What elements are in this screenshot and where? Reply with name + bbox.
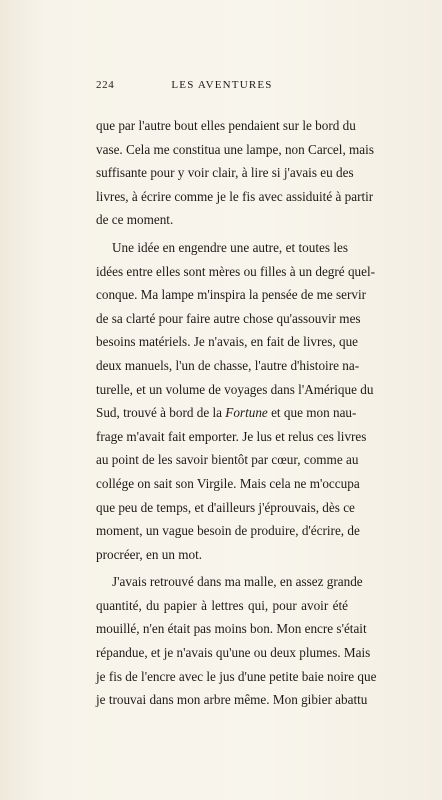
text-line: collége on sait son Virgile. Mais cela ne m'occupa — [96, 475, 360, 491]
text-line: mouillé, n'en était pas moins bon. Mon encre s'était — [96, 621, 367, 637]
text-line: de sa clarté pour faire autre chose qu'assouvir mes — [96, 310, 361, 326]
paragraph-3 — [96, 570, 377, 712]
text-line: Une idée en engendre une autre, et toutes les — [112, 239, 348, 255]
text-line: que peu de temps, et d'ailleurs j'éprouvais, dès ce — [96, 499, 355, 515]
ship-name-italic: Fortune — [225, 405, 268, 421]
text-line: turelle, et un volume de voyages dans l'Amérique du — [96, 381, 374, 397]
text-line: livres, à écrire comme je le fis avec assiduité à partir — [96, 188, 374, 204]
text-line: que par l'autre bout elles pendaient sur le bord du — [96, 118, 356, 133]
text-line: conque. Ma lampe m'inspira la pensée de me servir — [96, 287, 367, 303]
text-fragment: Sud, trouvé à bord de la — [96, 405, 226, 421]
running-title: LES AVENTURES — [171, 79, 273, 91]
text-line: de ce moment. — [96, 212, 174, 228]
text-line: besoins matériels. Je n'avais, en fait de livres, que — [96, 334, 359, 350]
running-header — [96, 79, 348, 95]
text-line: J'avais retrouvé dans ma malle, en assez grande — [112, 574, 363, 590]
text-line: je fis de l'encre avec le jus d'une petite baie noire que — [96, 668, 377, 684]
text-line: répandue, et je n'avais qu'une ou deux plumes. Mais — [96, 645, 371, 661]
paragraph-2 — [96, 236, 376, 566]
text-fragment: et que mon nau- — [267, 405, 357, 421]
text-line: vase. Cela me constitua une lampe, non Carcel, mais — [96, 141, 374, 157]
text-line: au point de les savoir bientôt par cœur, comme au — [96, 452, 359, 468]
text-line: moment, un vague besoin de produire, d'écrire, de — [96, 523, 360, 539]
text-line: suffisante pour y voir clair, à lire si j'avais eu des — [96, 165, 354, 181]
text-line: deux manuels, l'un de chasse, l'autre d'histoire na- — [96, 357, 360, 373]
page-number: 224 — [96, 79, 115, 91]
text-line: frage m'avait fait emporter. Je lus et relus ces livres — [96, 428, 367, 444]
text-line-with-italic — [96, 401, 357, 425]
paragraph-1 — [96, 114, 374, 232]
text-line: je trouvai dans mon arbre même. Mon gibier abattu — [96, 692, 368, 708]
body-text — [96, 114, 377, 712]
text-line: procréer, en un mot. — [96, 546, 203, 562]
text-line: idées entre elles sont mères ou filles à un degré quel- — [96, 263, 376, 279]
text-line: quantité, du papier à lettres qui, pour avoir été — [96, 597, 348, 613]
